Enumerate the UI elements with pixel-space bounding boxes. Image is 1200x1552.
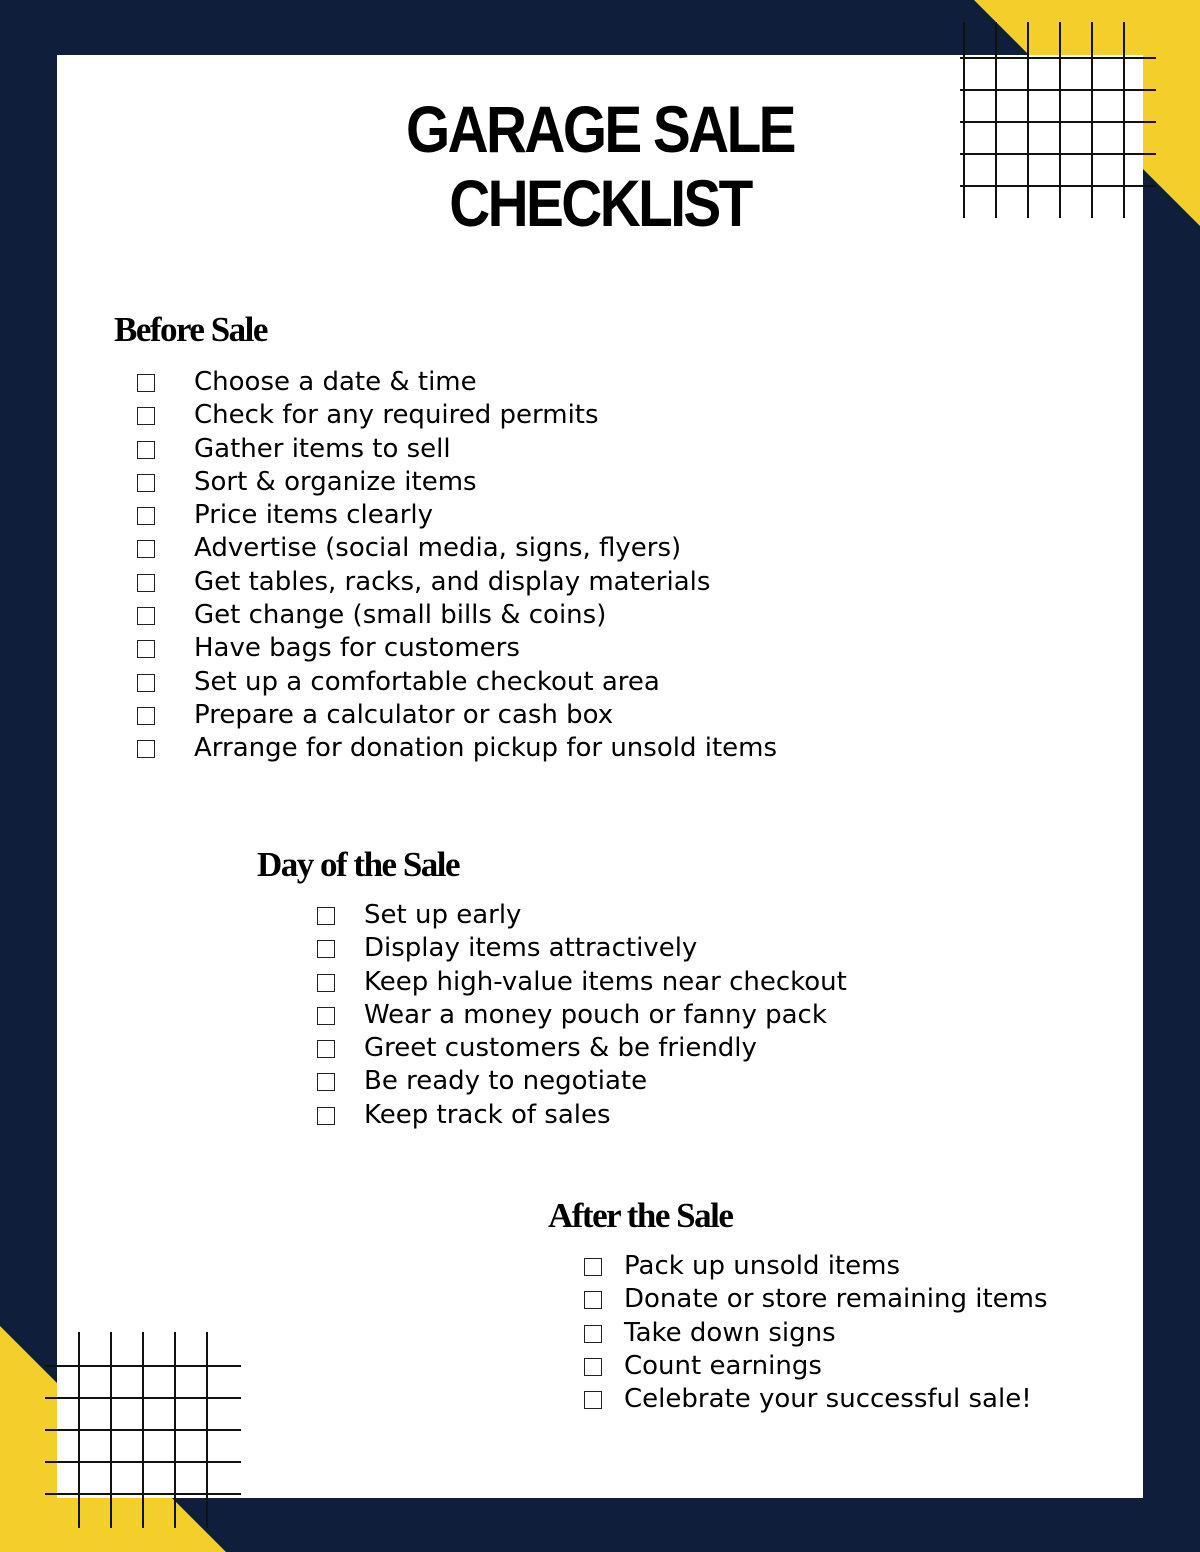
checkbox[interactable] [317,907,335,925]
title-line-1: GARAGE SALE [406,92,794,166]
item-label: Choose a date & time [194,367,477,397]
checkbox[interactable] [317,940,335,958]
item-label: Count earnings [624,1350,822,1381]
item-label: Set up a comfortable checkout area [194,666,660,697]
checkbox[interactable] [317,1073,335,1091]
item-label: Pack up unsold items [624,1251,900,1281]
checkbox[interactable] [137,407,155,425]
checkbox[interactable] [317,974,335,992]
title-line-2: CHECKLIST [449,166,751,240]
checkbox[interactable] [317,1040,335,1058]
checkbox[interactable] [137,507,155,525]
checkbox[interactable] [584,1258,602,1276]
item-label: Prepare a calculator or cash box [194,699,614,730]
section-title-after-sale: After the Sale [548,1196,733,1235]
checkbox[interactable] [584,1358,602,1376]
item-label: Sort & organize items [194,466,477,497]
item-label: Celebrate your successful sale! [624,1384,1032,1415]
checkbox[interactable] [137,574,155,592]
checkbox[interactable] [584,1325,602,1343]
checkbox[interactable] [137,441,155,459]
item-label: Have bags for customers [194,633,520,664]
section-title-day-of-sale: Day of the Sale [257,845,460,884]
checkbox[interactable] [137,640,155,658]
item-label: Gather items to sell [194,433,451,464]
item-label: Get change (small bills & coins) [194,600,607,631]
grid-decoration-bottom-left [43,1330,243,1530]
item-label: Arrange for donation pickup for unsold items [194,733,778,764]
checkbox[interactable] [317,1007,335,1025]
checkbox[interactable] [317,1107,335,1125]
checkbox[interactable] [137,374,155,392]
checkbox[interactable] [137,740,155,758]
item-label: Keep high-value items near checkout [364,966,847,997]
section-title-before-sale: Before Sale [114,310,267,349]
page-title [84,92,1116,240]
item-label: Display items attractively [364,933,698,964]
item-label: Advertise (social media, signs, flyers) [194,533,682,564]
checkbox[interactable] [137,707,155,725]
item-label: Be ready to negotiate [364,1066,648,1097]
checklist-paper [57,55,1143,1498]
checkbox[interactable] [137,607,155,625]
checkbox[interactable] [584,1391,602,1409]
item-label: Keep track of sales [364,1099,611,1130]
item-label: Wear a money pouch or fanny pack [364,999,827,1030]
checkbox[interactable] [584,1291,602,1309]
checkbox[interactable] [137,474,155,492]
item-label: Set up early [364,900,522,930]
checkbox[interactable] [137,540,155,558]
item-label: Donate or store remaining items [624,1284,1048,1315]
item-label: Check for any required permits [194,400,599,431]
item-label: Take down signs [624,1317,836,1348]
checkbox[interactable] [137,674,155,692]
item-label: Get tables, racks, and display materials [194,566,711,597]
item-label: Price items clearly [194,500,433,531]
item-label: Greet customers & be friendly [364,1033,757,1064]
